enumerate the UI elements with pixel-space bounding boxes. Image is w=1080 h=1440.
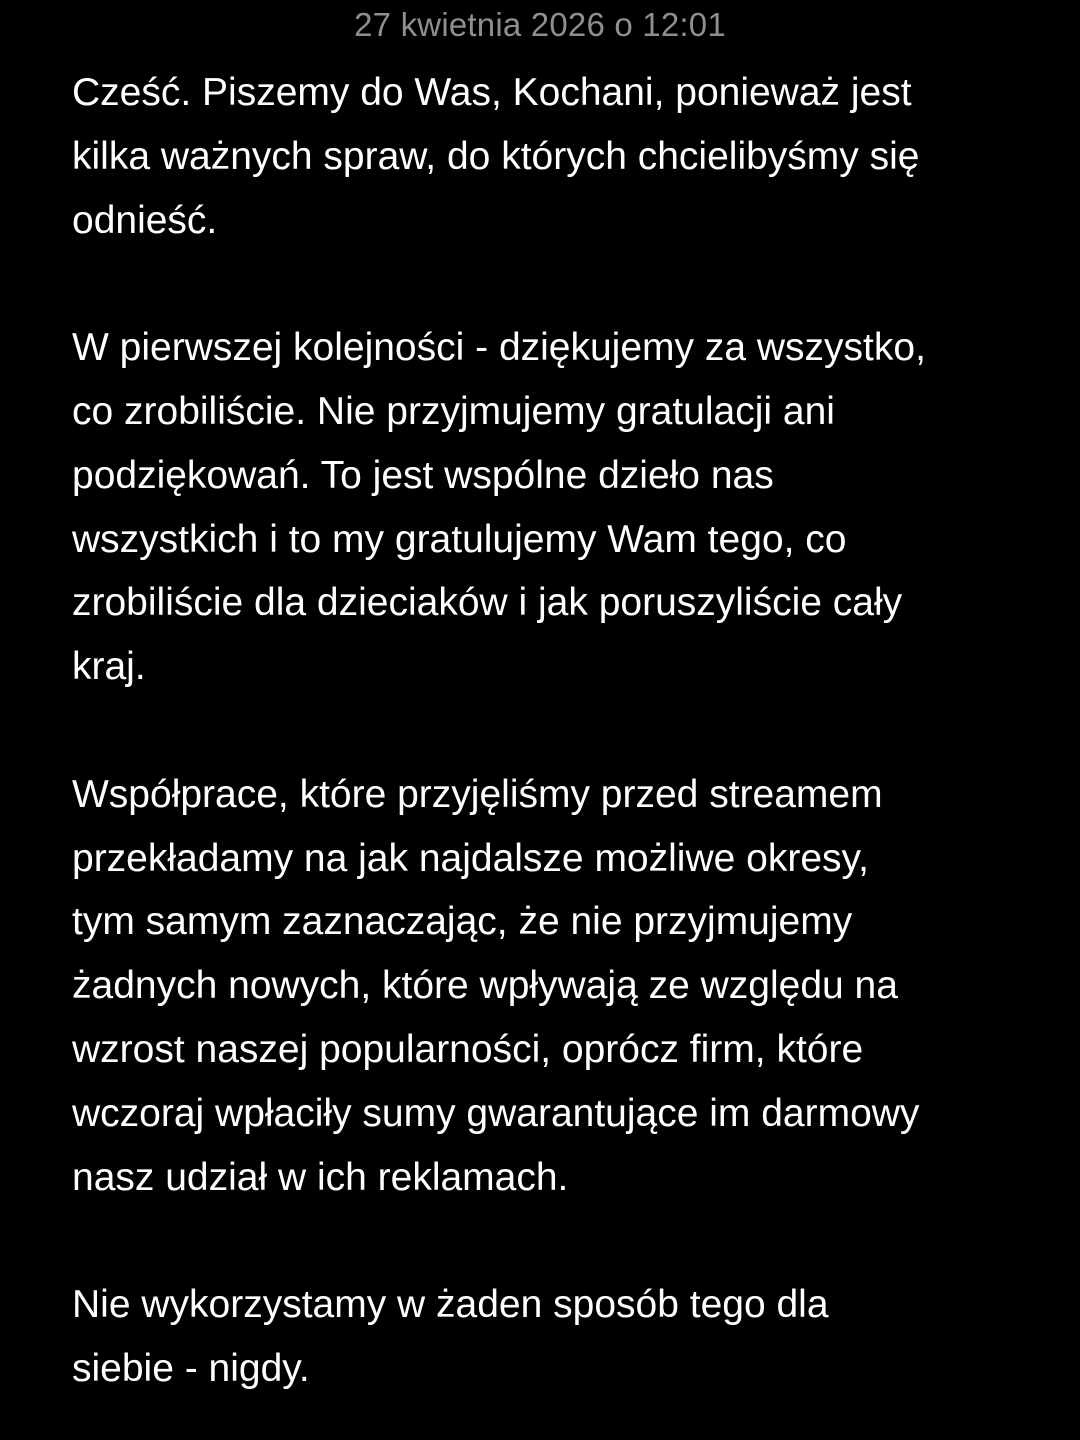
note-blank-line	[72, 252, 1032, 316]
note-line: nasz udział w ich reklamach.	[72, 1155, 569, 1199]
note-line: kilka ważnych spraw, do których chcielibyśmy się	[72, 134, 920, 178]
note-line: podziękowań. To jest wspólne dzieło nas	[72, 453, 774, 497]
note-line: wczoraj wpłaciły sumy gwarantujące im darmowy	[72, 1091, 920, 1135]
note-line: co zrobiliście. Nie przyjmujemy gratulacji ani	[72, 389, 835, 433]
note-line: Współprace, które przyjęliśmy przed streamem	[72, 772, 883, 816]
note-line: odnieść.	[72, 198, 218, 242]
note-body[interactable]	[72, 61, 1032, 1401]
note-line: Nie wykorzystamy w żaden sposób tego dla	[72, 1283, 829, 1327]
note-line: przekładamy na jak najdalsze możliwe okresy,	[72, 836, 869, 880]
note-blank-line	[72, 699, 1032, 763]
note-line: W pierwszej kolejności - dziękujemy za wszystko,	[72, 326, 926, 370]
note-blank-line	[72, 1209, 1032, 1273]
note-line: zrobiliście dla dzieciaków i jak poruszyliście cały	[72, 581, 903, 625]
note-line: Cześć. Piszemy do Was, Kochani, ponieważ jest	[72, 71, 912, 114]
note-line: wzrost naszej popularności, oprócz firm, które	[72, 1027, 864, 1071]
note-line: kraj.	[72, 645, 146, 689]
note-line: tym samym zaznaczając, że nie przyjmujemy	[72, 900, 853, 944]
note-date: 27 kwietnia 2026 o 12:01	[354, 6, 726, 43]
note-line: siebie - nigdy.	[72, 1346, 310, 1390]
note-line: wszystkich i to my gratulujemy Wam tego, co	[72, 517, 847, 561]
note-line: żadnych nowych, które wpływają ze względu na	[72, 964, 898, 1008]
